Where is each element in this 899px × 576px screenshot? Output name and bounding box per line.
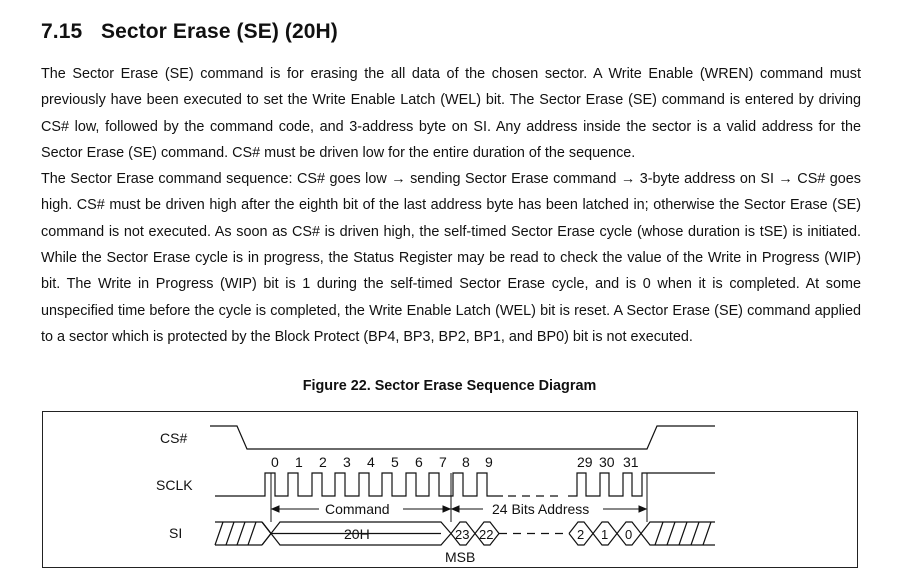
clock-number: 31 [623,454,639,470]
clock-number: 4 [367,454,375,470]
paragraph-1: The Sector Erase (SE) command is for erasing the all data of the chosen sector. A Write Enable (WREN) command must previously have been executed to set the Write Enable Latch (WEL) bit. The Sector Erase (SE) command is entered by driving CS# low, followed by the command code, and 3-address byte on SI. Any address inside the sector is a valid address for the Sector Erase (SE) command. CS# must be driven low for the entire duration of the sequence. [41,66,861,161]
section-number: 7.15 [41,20,83,43]
timing-diagram [42,411,858,568]
clock-number: 8 [462,454,470,470]
command-value: 20H [344,526,370,542]
clock-number: 0 [271,454,279,470]
clock-number-row [271,454,639,470]
address-bit: 22 [479,527,494,542]
clock-number: 7 [439,454,447,470]
section-title: Sector Erase (SE) (20H) [101,20,338,43]
timing-diagram-svg [43,412,859,569]
address-bit: 23 [455,527,470,542]
section-body [41,61,861,350]
clock-number: 2 [319,454,327,470]
address-bit: 0 [625,527,633,542]
command-label: Command [325,501,390,517]
clock-number: 29 [577,454,593,470]
clock-number: 3 [343,454,351,470]
sclk-signal-label: SCLK [156,477,193,493]
si-signal-label: SI [169,525,183,541]
figure-caption: Figure 22. Sector Erase Sequence Diagram [302,378,597,394]
section-heading [41,20,338,44]
paragraph-2: The Sector Erase command sequence: CS# goes low → sending Sector Erase command → 3-byte address on SI → CS# goes high. CS# must be driven high after the eighth bit of the last address byte has been latched in; otherwise the Sector Erase (SE) command is not executed. As soon as CS# is driven high, the self-timed Sector Erase cycle (whose duration is tSE) is initiated. While the Sector Erase cycle is in progress, the Status Register may be read to check the value of the Write in Progress (WIP) bit. The Write in Progress (WIP) bit is 1 during the self-timed Sector Erase cycle, and is 0 when it is completed. At some unspecified time before the cycle is completed, the Write Enable Latch (WEL) bit is reset. A Sector Erase (SE) command applied to a sector which is protected by the Block Protect (BP4, BP3, BP2, BP1, and BP0) bit is not executed. [41,171,861,345]
clock-number: 5 [391,454,399,470]
clock-number: 6 [415,454,423,470]
sclk-waveform [215,473,715,496]
cs-waveform [210,426,715,449]
address-label: 24 Bits Address [492,501,590,517]
clock-number: 9 [485,454,493,470]
msb-label: MSB [445,549,476,565]
address-bit: 2 [577,527,585,542]
clock-number: 30 [599,454,615,470]
address-bit: 1 [601,527,609,542]
cs-signal-label: CS# [160,430,188,446]
clock-number: 1 [295,454,303,470]
